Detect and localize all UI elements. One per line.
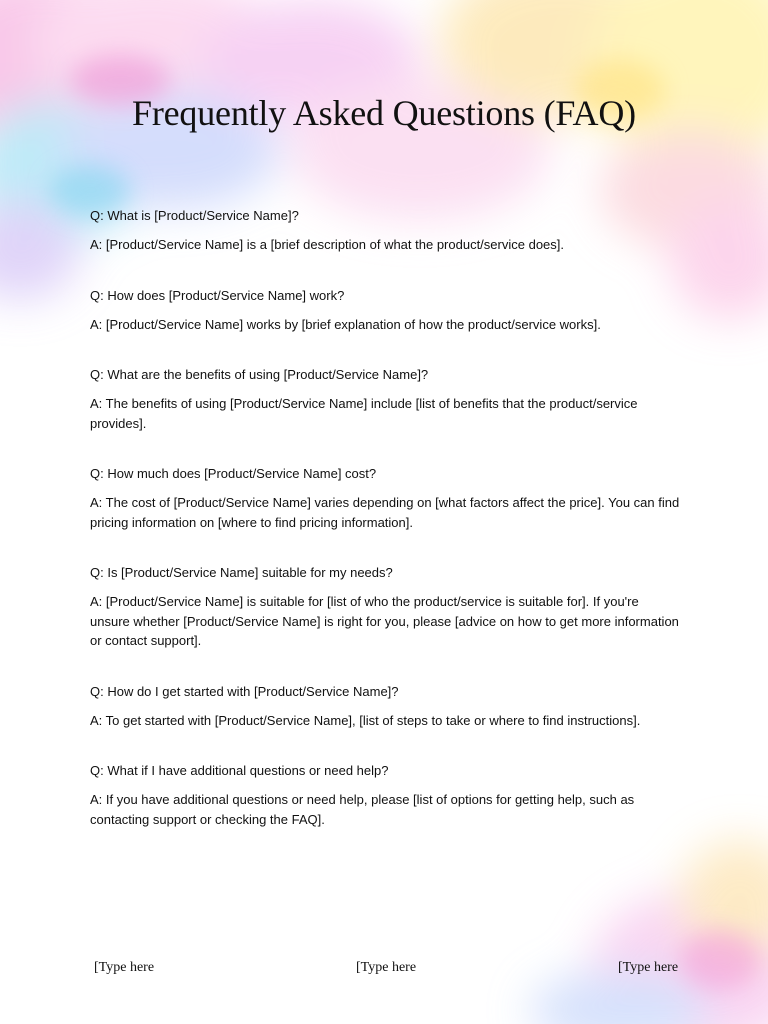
faq-answer: A: To get started with [Product/Service Name], [list of steps to take or where to find instructions]. <box>90 712 641 728</box>
faq-answer: A: The benefits of using [Product/Service Name] include [list of benefits that the product/service provides]. <box>90 396 638 431</box>
faq-answer: A: [Product/Service Name] is suitable for [list of who the product/service is suitable for]. If you're unsure whether [Product/Service Name] is right for you, please [advice on how to get more information or contact support]. <box>90 594 679 648</box>
faq-question: Q: What are the benefits of using [Product/Service Name]? <box>90 367 429 382</box>
faq-item <box>90 206 680 255</box>
faq-item <box>90 563 680 651</box>
faq-answer: A: [Product/Service Name] is a [brief description of what the product/service does]. <box>90 237 564 252</box>
faq-question: Q: How much does [Product/Service Name] cost? <box>90 466 377 481</box>
faq-item <box>90 682 680 731</box>
faq-answer: A: The cost of [Product/Service Name] varies depending on [what factors affect the price]. You can find pricing information on [where to find pricing information]. <box>90 495 680 530</box>
footer-center-placeholder: [Type here <box>356 960 417 975</box>
faq-answer: A: If you have additional questions or need help, please [list of options for getting help, such as contacting support or checking the FAQ]. <box>90 792 635 827</box>
footer-right-placeholder: [Type here <box>618 960 679 975</box>
faq-question: Q: What if I have additional questions or need help? <box>90 763 389 778</box>
faq-item <box>90 365 680 433</box>
faq-question: Q: How does [Product/Service Name] work? <box>90 287 345 303</box>
footer-left-placeholder: [Type here <box>94 960 155 975</box>
page-title: Frequently Asked Questions (FAQ) <box>132 93 636 133</box>
faq-question: Q: What is [Product/Service Name]? <box>90 208 299 223</box>
faq-item <box>90 286 680 335</box>
faq-item <box>90 761 680 829</box>
faq-question: Q: Is [Product/Service Name] suitable for my needs? <box>90 565 393 580</box>
faq-list <box>90 206 680 860</box>
faq-answer: A: [Product/Service Name] works by [brief explanation of how the product/service works]. <box>90 316 601 332</box>
faq-item <box>90 464 680 532</box>
page-footer <box>0 960 768 980</box>
faq-question: Q: How do I get started with [Product/Service Name]? <box>90 683 399 699</box>
